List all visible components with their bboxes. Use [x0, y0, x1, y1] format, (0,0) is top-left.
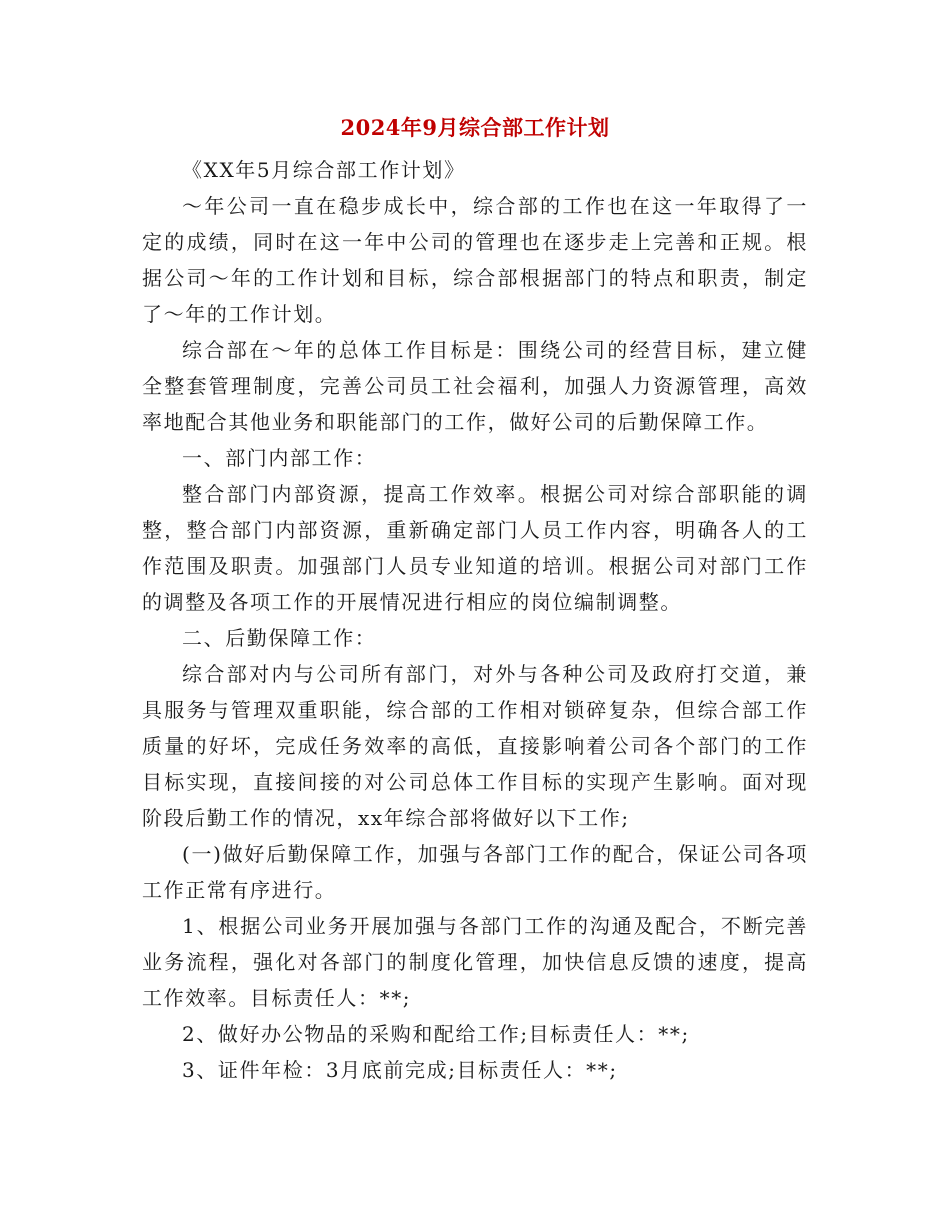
list-item-1: 1、根据公司业务开展加强与各部门工作的沟通及配合，不断完善业务流程，强化对各部门的制度化管理，加快信息反馈的速度，提高工作效率。目标责任人：**;	[142, 914, 808, 1010]
paragraph-overall-goal: 综合部在～年的总体工作目标是：围绕公司的经营目标，建立健全整套管理制度，完善公司员工社会福利，加强人力资源管理，高效率地配合其他业务和职能部门的工作，做好公司的后勤保障工作。	[142, 338, 808, 434]
section-heading-internal-work: 一、部门内部工作：	[182, 446, 377, 470]
document-body	[142, 152, 808, 1088]
section-heading-logistics: 二、后勤保障工作：	[182, 626, 377, 650]
document-title: 2024年9月综合部工作计划	[340, 115, 610, 140]
paragraph-logistics: 综合部对内与公司所有部门，对外与各种公司及政府打交道，兼具服务与管理双重职能，综合部的工作相对锁碎复杂，但综合部工作质量的好坏，完成任务效率的高低，直接影响着公司各个部门的工作目标实现，直接间接的对公司总体工作目标的实现产生影响。面对现阶段后勤工作的情况，xx年综合部将做好以下工作;	[142, 662, 808, 830]
paragraph-subtitle: 《XX年5月综合部工作计划》	[182, 158, 466, 182]
paragraph-internal-work: 整合部门内部资源，提高工作效率。根据公司对综合部职能的调整，整合部门内部资源，重新确定部门人员工作内容，明确各人的工作范围及职责。加强部门人员专业知道的培训。根据公司对部门工作的调整及各项工作的开展情况进行相应的岗位编制调整。	[142, 482, 808, 614]
list-item-2: 2、做好办公物品的采购和配给工作;目标责任人：**;	[182, 1022, 690, 1046]
paragraph-intro: ～年公司一直在稳步成长中，综合部的工作也在这一年取得了一定的成绩，同时在这一年中公司的管理也在逐步走上完善和正规。根据公司～年的工作计划和目标，综合部根据部门的特点和职责，制定了～年的工作计划。	[142, 194, 808, 326]
paragraph-logistics-item-1: (一)做好后勤保障工作，加强与各部门工作的配合，保证公司各项工作正常有序进行。	[142, 842, 808, 902]
list-item-3: 3、证件年检：3月底前完成;目标责任人：**;	[182, 1058, 618, 1082]
